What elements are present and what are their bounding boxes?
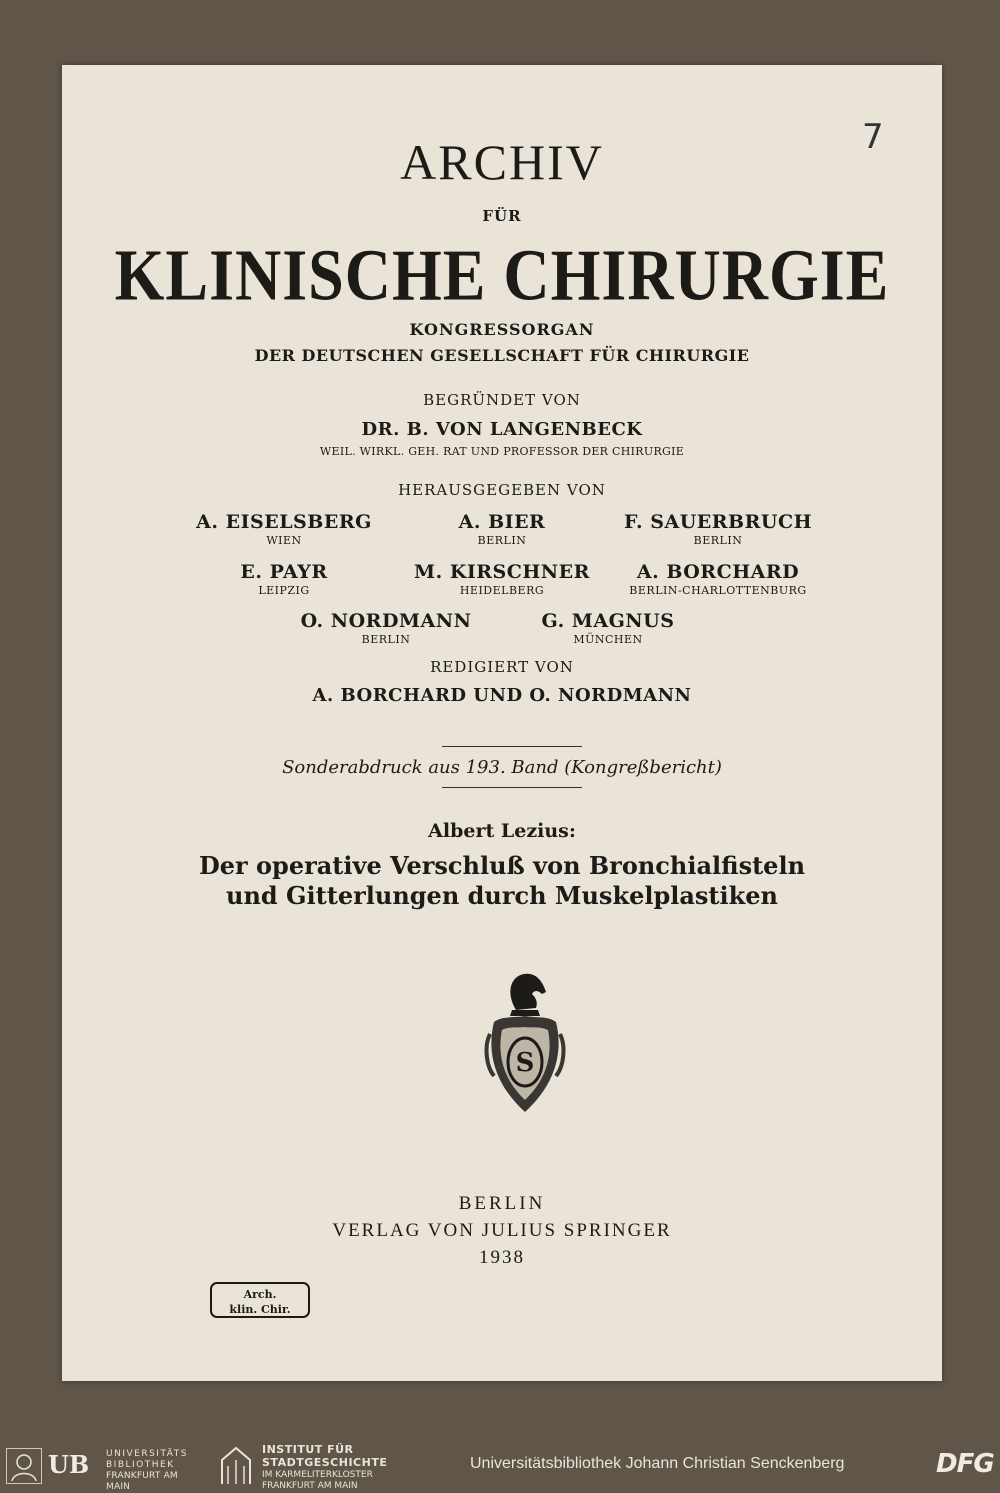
- founder-name: DR. B. VON LANGENBECK: [361, 419, 643, 440]
- editor-city: WIEN: [266, 534, 302, 547]
- isg-line-2: STADTGESCHICHTE: [262, 1456, 388, 1469]
- dfg-logo[interactable]: DFG: [936, 1449, 994, 1479]
- founder-title: WEIL. WIRKL. GEH. RAT UND PROFESSOR DER CHIRURGIE: [319, 445, 685, 458]
- redaction-intro: REDIGIERT VON: [430, 658, 574, 676]
- divider-top: [442, 746, 582, 747]
- editors-intro: HERAUSGEGEBEN VON: [398, 481, 606, 499]
- article-author: Albert Lezius:: [428, 820, 576, 842]
- editor-city: BERLIN: [361, 633, 411, 646]
- publisher-city: BERLIN: [458, 1193, 546, 1214]
- redaction-names: A. BORCHARD UND O. NORDMANN: [312, 685, 692, 706]
- handwritten-page-number: 7: [862, 117, 884, 157]
- portrait-icon: [6, 1448, 42, 1484]
- ub-frankfurt-logo[interactable]: [6, 1448, 188, 1492]
- library-stamp: [210, 1282, 310, 1318]
- editor-name: A. EISELSBERG: [196, 511, 372, 533]
- offprint-note: Sonderabdruck aus 193. Band (Kongreßbericht): [282, 757, 722, 778]
- editor-name: A. BIER: [458, 511, 546, 533]
- divider-bottom: [442, 787, 582, 788]
- founder-intro: BEGRÜNDET VON: [423, 391, 581, 409]
- stamp-line-1: Arch.: [243, 1288, 277, 1301]
- footer-library-name[interactable]: Universitätsbibliothek Johann Christian Senckenberg: [470, 1455, 845, 1472]
- article-title-line-1: Der operative Verschluß von Bronchialfisteln: [198, 851, 806, 880]
- ub-line-2: BIBLIOTHEK: [106, 1460, 175, 1470]
- title-page: [62, 65, 942, 1381]
- ub-line-1: UNIVERSITÄTS: [106, 1449, 188, 1459]
- editor-name: E. PAYR: [240, 561, 328, 583]
- editor-city: BERLIN: [477, 534, 527, 547]
- article-title-line-2: und Gitterlungen durch Muskelplastiken: [226, 881, 778, 910]
- stamp-line-2: klin. Chir.: [229, 1303, 291, 1316]
- isg-line-4: FRANKFURT AM MAIN: [262, 1481, 358, 1491]
- ub-letters: UB: [48, 1450, 90, 1479]
- editor-city: MÜNCHEN: [573, 633, 643, 646]
- editor-name: O. NORDMANN: [300, 610, 472, 632]
- editor-city: HEIDELBERG: [459, 584, 545, 597]
- editor-city: BERLIN-CHARLOTTENBURG: [629, 584, 807, 597]
- ub-text: [106, 1449, 188, 1493]
- editor-name: A. BORCHARD: [636, 561, 800, 583]
- editor-city: BERLIN: [693, 534, 743, 547]
- publisher-name: VERLAG VON JULIUS SPRINGER: [332, 1220, 672, 1241]
- editor-city: LEIPZIG: [258, 584, 310, 597]
- isg-line-1: INSTITUT FÜR: [262, 1443, 354, 1456]
- editor-name: F. SAUERBRUCH: [623, 511, 813, 533]
- organ-line-1: KONGRESSORGAN: [409, 320, 595, 339]
- ub-line-3: FRANKFURT AM MAIN: [106, 1471, 178, 1492]
- editor-name: G. MAGNUS: [541, 610, 675, 632]
- journal-title-fuer: FÜR: [482, 207, 522, 225]
- publication-year: 1938: [479, 1247, 525, 1268]
- isg-line-3: IM KARMELITERKLOSTER: [262, 1470, 373, 1480]
- viewer-footer: [0, 1440, 1000, 1492]
- springer-knight-emblem-icon: [480, 970, 570, 1120]
- editor-name: M. KIRSCHNER: [414, 561, 590, 583]
- journal-title-main: KLINISCHE CHIRURGIE: [114, 234, 890, 316]
- institute-text[interactable]: [262, 1444, 387, 1492]
- journal-title-archiv: ARCHIV: [400, 134, 604, 190]
- svg-text:S: S: [515, 1048, 535, 1078]
- organ-line-2: DER DEUTSCHEN GESELLSCHAFT FÜR CHIRURGIE: [254, 346, 750, 365]
- institute-building-icon: [218, 1446, 254, 1486]
